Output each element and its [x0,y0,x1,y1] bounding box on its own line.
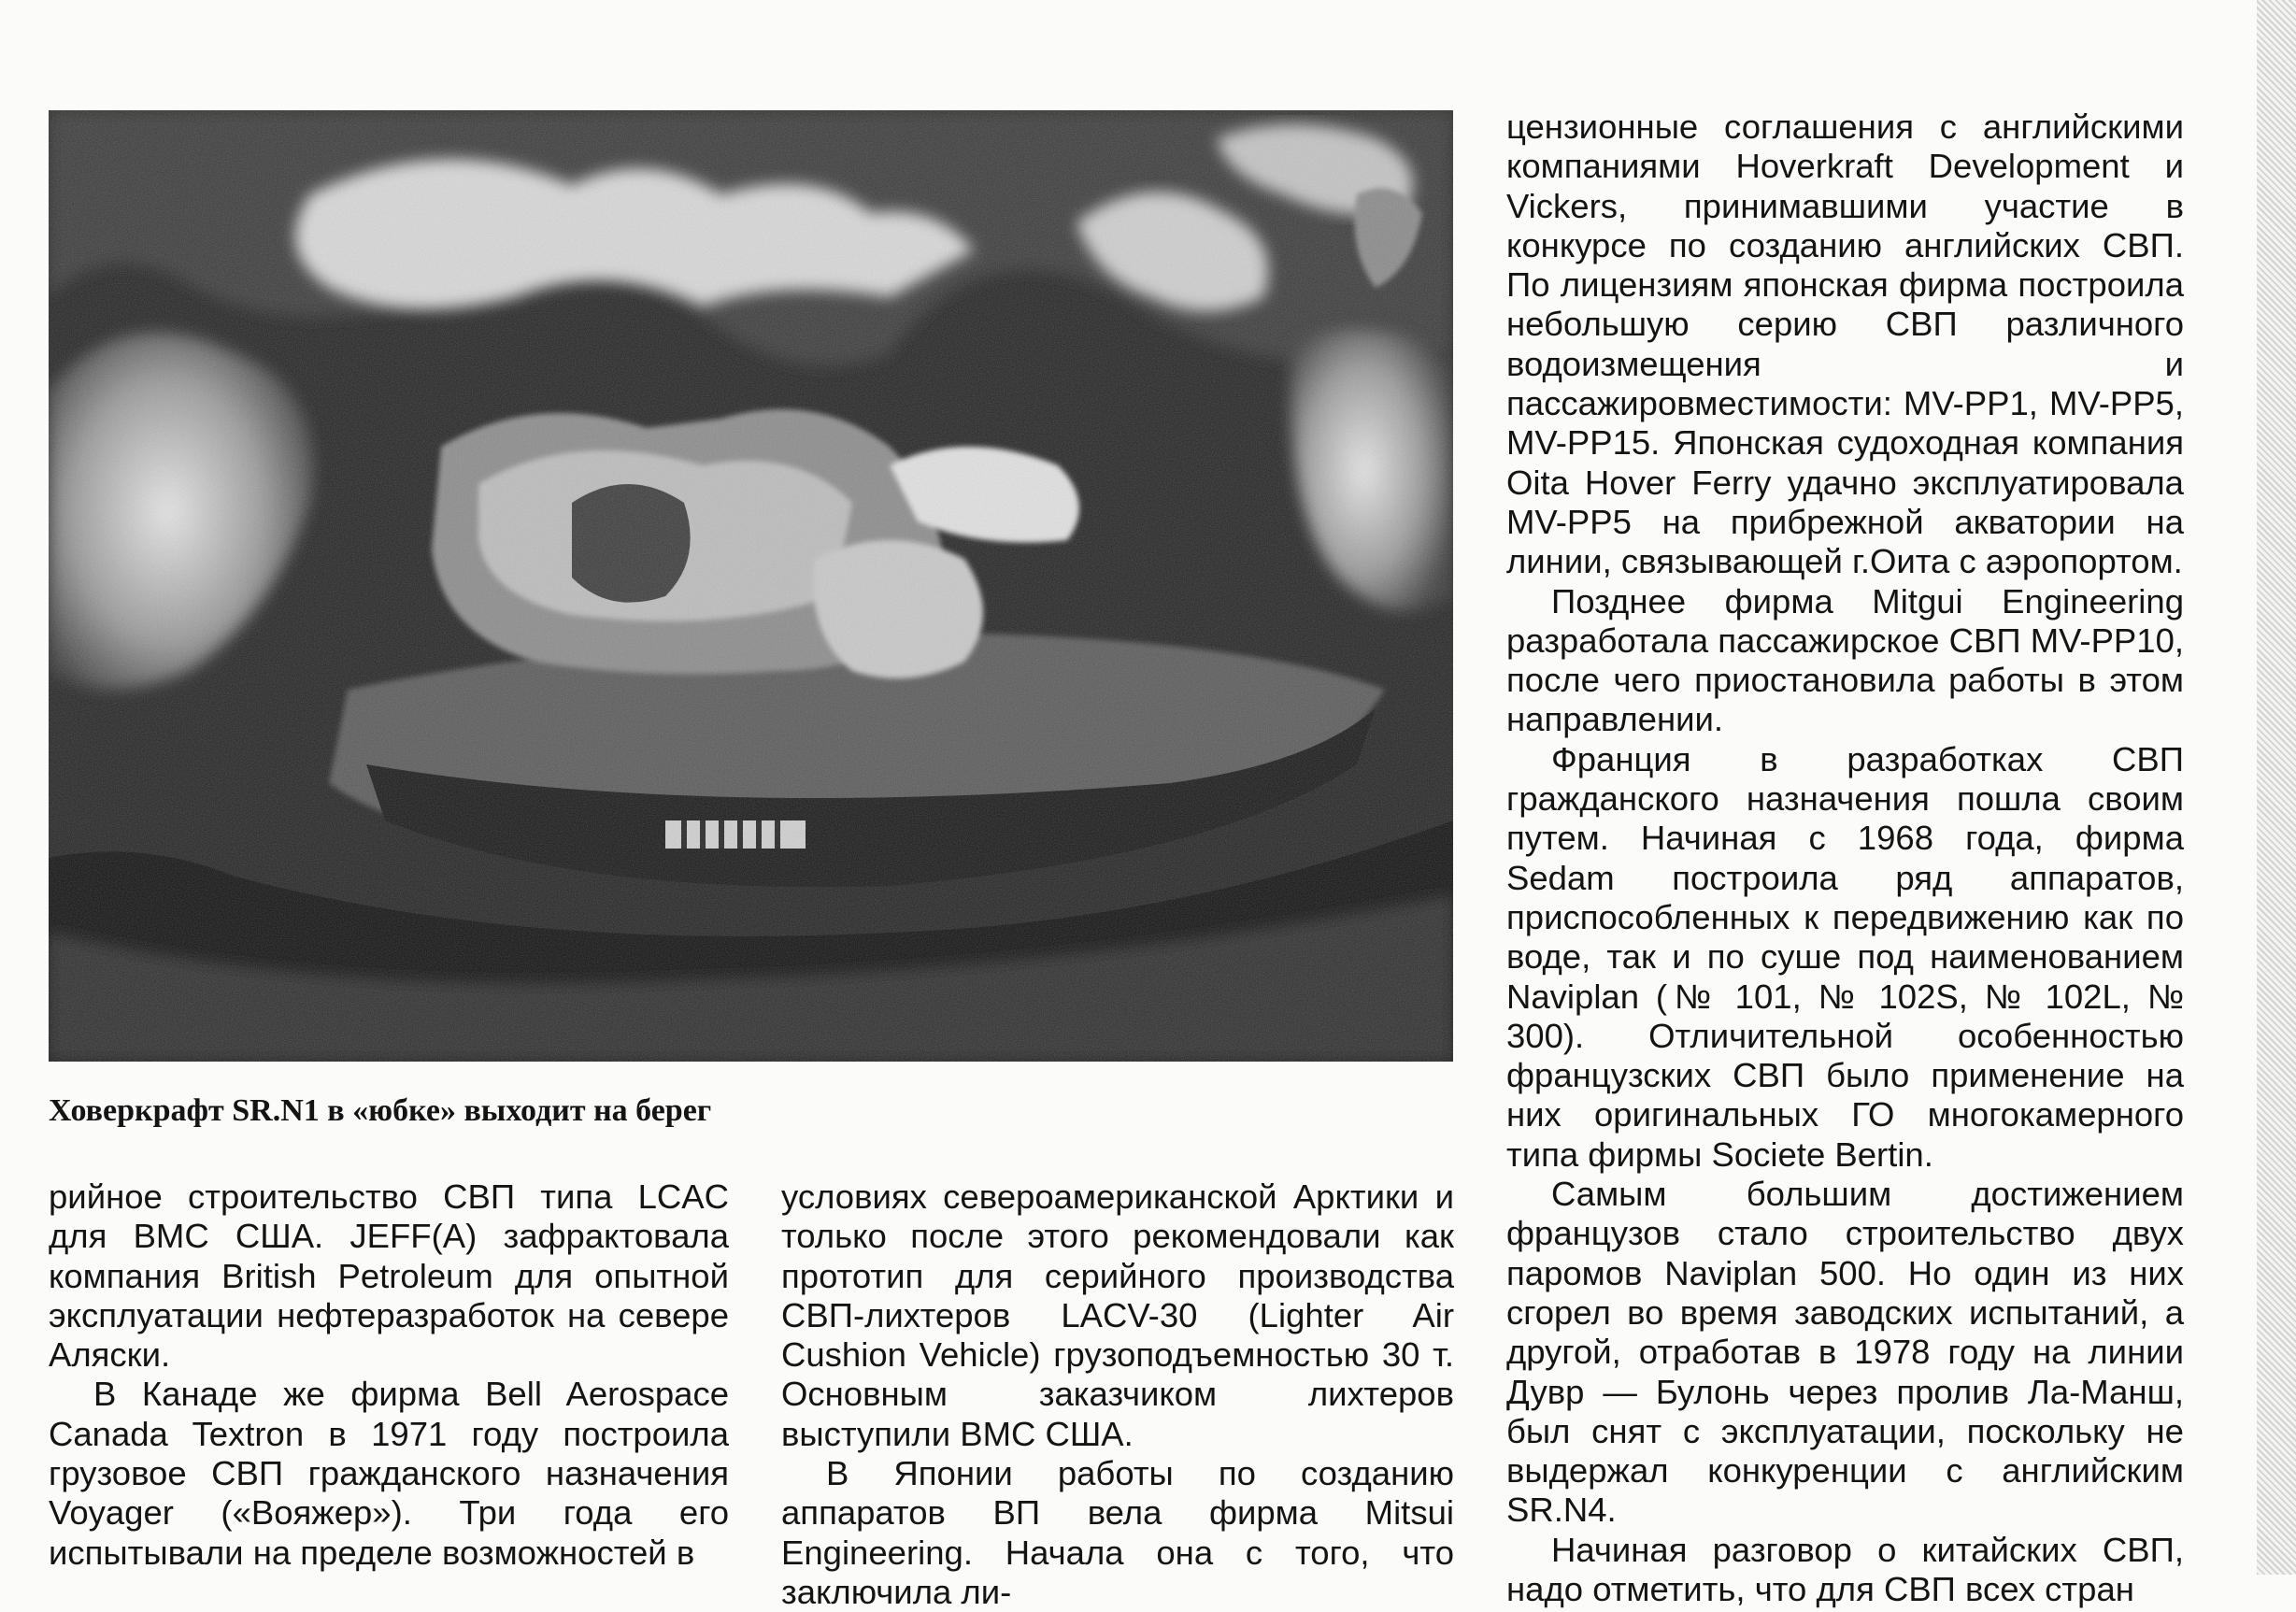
paragraph: Начиная разговор о китайских СВП, надо отметить, что для СВП всех стран [1506,1530,2184,1608]
text-column-left [49,1177,729,1573]
text-column-right [1506,107,2184,1609]
paragraph: рийное строительство СВП типа LCAC для ВМС США. JEFF(A) зафрактовала компания British Petroleum для опытной эксплуатации нефтеразработок на севере Аляски. [49,1177,729,1375]
paragraph: цензионные соглашения с английскими компаниями Hoverkraft Development и Vickers, принимавшими участие в конкурсе по созданию английских СВП. По лицензиям японская фирма построила небольшую серию СВП различного водоизмещения и пассажировместимости: MV-PP1, MV-PP5, MV-PP15. Японская судоходная компания Oita Hover Ferry удачно эксплуатировала MV-PP5 на прибрежной акватории на линии, связывающей г.Оита с аэропортом. [1506,107,2184,581]
text-column-middle [781,1177,1454,1612]
photo-caption: Ховеркрафт SR.N1 в «юбке» выходит на берег [49,1093,712,1128]
paragraph: Позднее фирма Mitgui Engineering разработала пассажирское СВП MV-PP10, после чего приостановила работы в этом направлении. [1506,581,2185,739]
paragraph: Франция в разработках СВП гражданского назначения пошла своим путем. Начиная с 1968 года, фирма Sedam построила ряд аппаратов, приспособленных к передвижению как по воде, так и по суше под наименованием Naviplan (№ 101, № 102S, № 102L, № 300). Отличительной особенностью французских СВП было применение на них оригинальных ГО многокамерного типа фирмы Societe Bertin. [1506,739,2184,1174]
scan-edge [2257,0,2296,1575]
paragraph: Самым большим достижением французов стало строительство двух паромов Naviplan 500. Но один из них сгорел во время заводских испытаний, а другой, отработав в 1978 году на линии Дувр — Булонь через пролив Ла-Манш, был снят с эксплуатации, поскольку не выдержал конкуренции с английским SR.N4. [1506,1175,2184,1530]
paragraph: условиях североамериканской Арктики и только после этого рекомендовали как прототип для серийного производства СВП-лихтеров LACV-30 (Lighter Air Cushion Vehicle) грузоподъемностью 30 т. Основным заказчиком лихтеров выступили ВМС США. [781,1177,1454,1453]
paragraph: В Японии работы по созданию аппаратов ВП вела фирма Mitsui Engineering. Начала она с того, что заключила ли- [781,1454,1454,1611]
paragraph: В Канаде же фирма Bell Aerospace Canada Textron в 1971 году построила грузовое СВП гражданского назначения Voyager («Вояжер»). Три года его испытывали на пределе возможностей в [49,1375,729,1572]
hovercraft-photo [49,110,1453,1062]
